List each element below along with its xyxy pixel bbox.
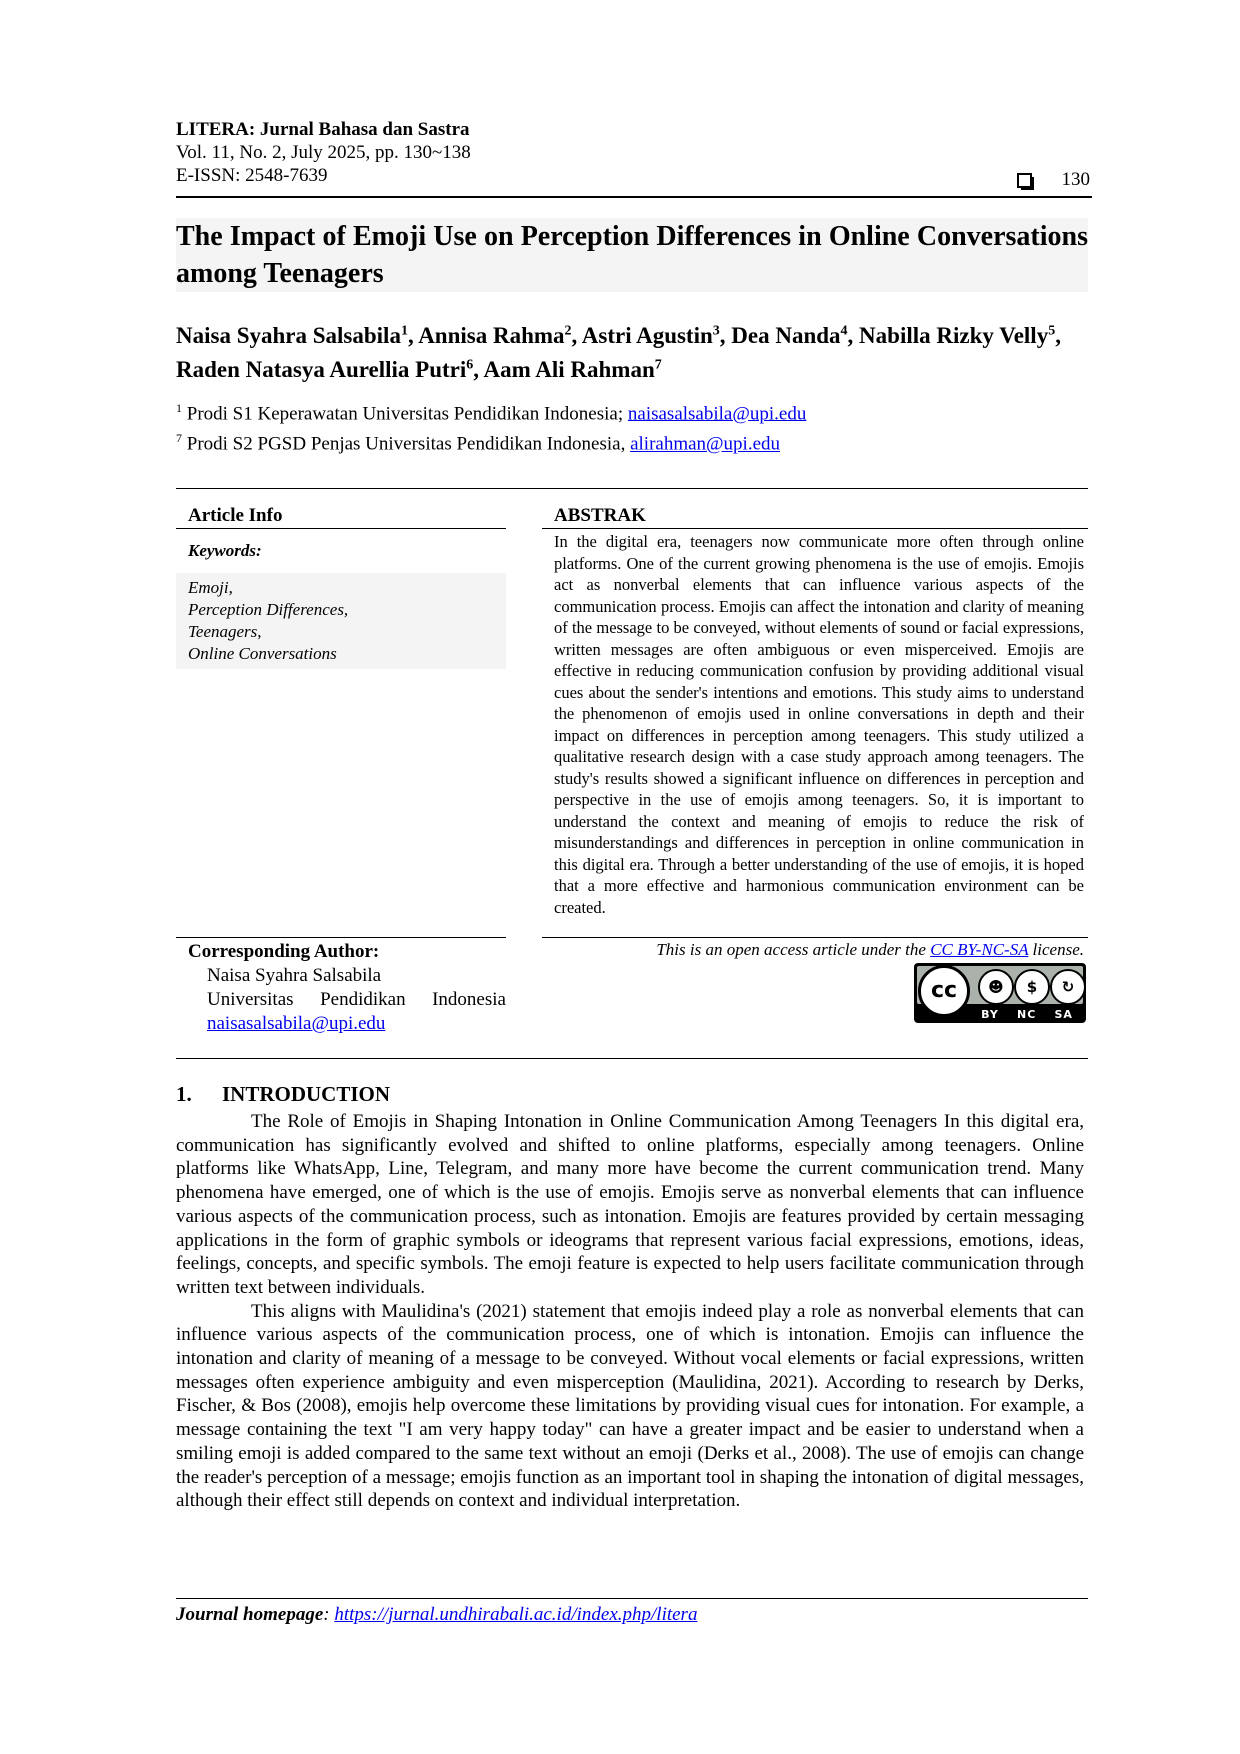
homepage-link[interactable]: https://jurnal.undhirabali.ac.id/index.php/litera [334,1604,698,1625]
author: Annisa Rahma$^2$, [418,322,582,348]
affiliation-7: $^7$ Prodi S2 PGSD Penjas Universitas Pendidikan Indonesia, alirahman@upi.edu [176,431,780,455]
introduction-body [176,1110,1084,1513]
cc-icon: cc [918,965,970,1017]
page-number-block [1017,169,1091,191]
header-rule [176,196,1092,198]
page-number: 130 [1061,169,1090,190]
corresponding-rule [176,937,506,938]
affiliation-1: $^1$ Prodi S1 Keperawatan Universitas Pendidikan Indonesia; naisasalsabila@upi.edu [176,401,807,425]
journal-volume: Vol. 11, No. 2, July 2025, pp. 130~138 [176,142,471,163]
homepage-label: Journal homepage [176,1604,324,1625]
cc-license-badge[interactable] [914,963,1086,1023]
info-box-bottom-rule [176,1058,1088,1059]
corresponding-author-institution: Universitas Pendidikan Indonesia [207,989,506,1010]
keyword: Online Conversations [188,644,337,663]
affiliation-email-1[interactable]: naisasalsabila@upi.edu [627,403,807,425]
affiliation-email-7[interactable]: alirahman@upi.edu [630,433,780,455]
license-rule [542,937,1088,938]
corresponding-author [176,940,506,1036]
author: Aam Ali Rahman$^7$ [483,357,662,383]
paragraph: This aligns with Maulidina's (2021) statement that emojis indeed play a role as nonverbal elements that can influence various aspects of the communication process, one of which is intonation. Emojis can influence the intonation and clarity of meaning of a message to be conveyed. Without vocal elements or facial expressions, written messages often experience ambiguity and even misperception (Maulidina, 2021). According to research by Derks, Fischer, & Bos (2008), emojis help overcome these limitations by providing visual cues for intonation. For example, a message containing the text "I am very happy today" can have a greater impact and be easier to understand when a smiling emoji is added compared to the same text without an emoji (Derks et al., 2008). The use of emojis can change the reader's perception of a message; emojis function as an important tool in shaping the intonation of digital messages, although their effect still depends on context and individual interpretation. [176,1300,1084,1512]
keywords-list [176,573,506,669]
author: Astri Agustin$^3$, [581,322,732,348]
journal-name: LITERA: Jurnal Bahasa dan Sastra [176,119,470,140]
corresponding-author-name: Naisa Syahra Salsabila [207,965,382,986]
license-statement: This is an open access article under the CC BY-NC-SA license. [656,940,1084,959]
paper-title: The Impact of Emoji Use on Perception Differences in Online Conversations among Teenagers [176,218,1088,292]
journal-homepage: Journal homepage: https://jurnal.undhirabali.ac.id/index.php/litera [176,1604,698,1625]
cc-badge-labels: BY NC SA [981,1008,1073,1021]
author: Raden Natasya Aurellia Putri$^6$, [176,357,484,383]
info-box-top-rule [176,488,1088,489]
author: Nabilla Rizky Velly$^5$, [859,322,1061,348]
abstract-text: In the digital era, teenagers now communicate more often through online platforms. One of the current growing phenomena is the use of emojis. Emojis act as nonverbal elements that can influence various aspects of the communication process. Emojis can affect the intonation and clarity of meaning of the message to be conveyed, without elements of sound or facial expressions, written messages are often ambiguous or even misperceived. Emojis are effective in reducing communication confusion by providing additional visual cues about the sender's intentions and emotions. This study aims to understand the phenomenon of emojis used in online conversations in depth and their impact on differences in perception among teenagers. This study utilized a qualitative research design with a case study approach among teenagers. The study's results showed a significant influence on differences in perception and perspective in the use of emojis among teenagers. So, it is important to understand the context and meaning of emojis to reduce the risk of misunderstandings and differences in perception in online communication in this digital era. Through a better understanding of the use of emojis, it is hoped that a more effective and harmonious communication environment can be created. [554,532,1084,917]
checkbox-icon [1017,173,1032,188]
author-list [176,316,1088,385]
introduction-heading: 1. INTRODUCTION [176,1082,391,1106]
corresponding-author-email[interactable]: naisasalsabila@upi.edu [207,1013,386,1034]
license-link[interactable]: CC BY-NC-SA [930,940,1029,959]
footer-rule [176,1598,1088,1599]
keyword: Perception Differences, [188,600,349,619]
article-info-heading: Article Info [188,505,283,526]
affiliations [176,396,806,457]
author: Naisa Syahra Salsabila$^1$, [176,322,419,348]
journal-issn: E-ISSN: 2548-7639 [176,165,328,186]
non-commercial-icon: $ [1014,969,1050,1005]
article-info [176,505,506,669]
corresponding-author-label: Corresponding Author: [188,941,380,962]
abstract [542,505,1088,918]
paragraph: The Role of Emojis in Shaping Intonation in Online Communication Among Teenagers In this digital era, communication has significantly evolved and shifted to online platforms, especially among teenagers. Online platforms like WhatsApp, Line, Telegram, and many more have become the current communication trend. Many phenomena have emerged, one of which is the use of emojis. Emojis serve as nonverbal elements that can influence various aspects of the communication process, such as intonation. Emojis are features provided by certain messaging applications in the form of graphic symbols or ideograms that represent various facial expressions, emotions, ideas, feelings, concepts, and specific symbols. The emoji feature is expected to help users facilitate communication through written text between individuals. [176,1111,1084,1298]
abstract-heading: ABSTRAK [554,505,646,526]
keyword: Emoji, [188,578,233,597]
keywords-label: Keywords: [188,541,262,560]
by-attribution-icon: ☻ [978,969,1014,1005]
section-number: 1. [176,1082,192,1106]
keyword: Teenagers, [188,622,262,641]
share-alike-icon: ↻ [1050,969,1086,1005]
journal-header [176,118,471,187]
author: Dea Nanda$^4$, [731,322,860,348]
